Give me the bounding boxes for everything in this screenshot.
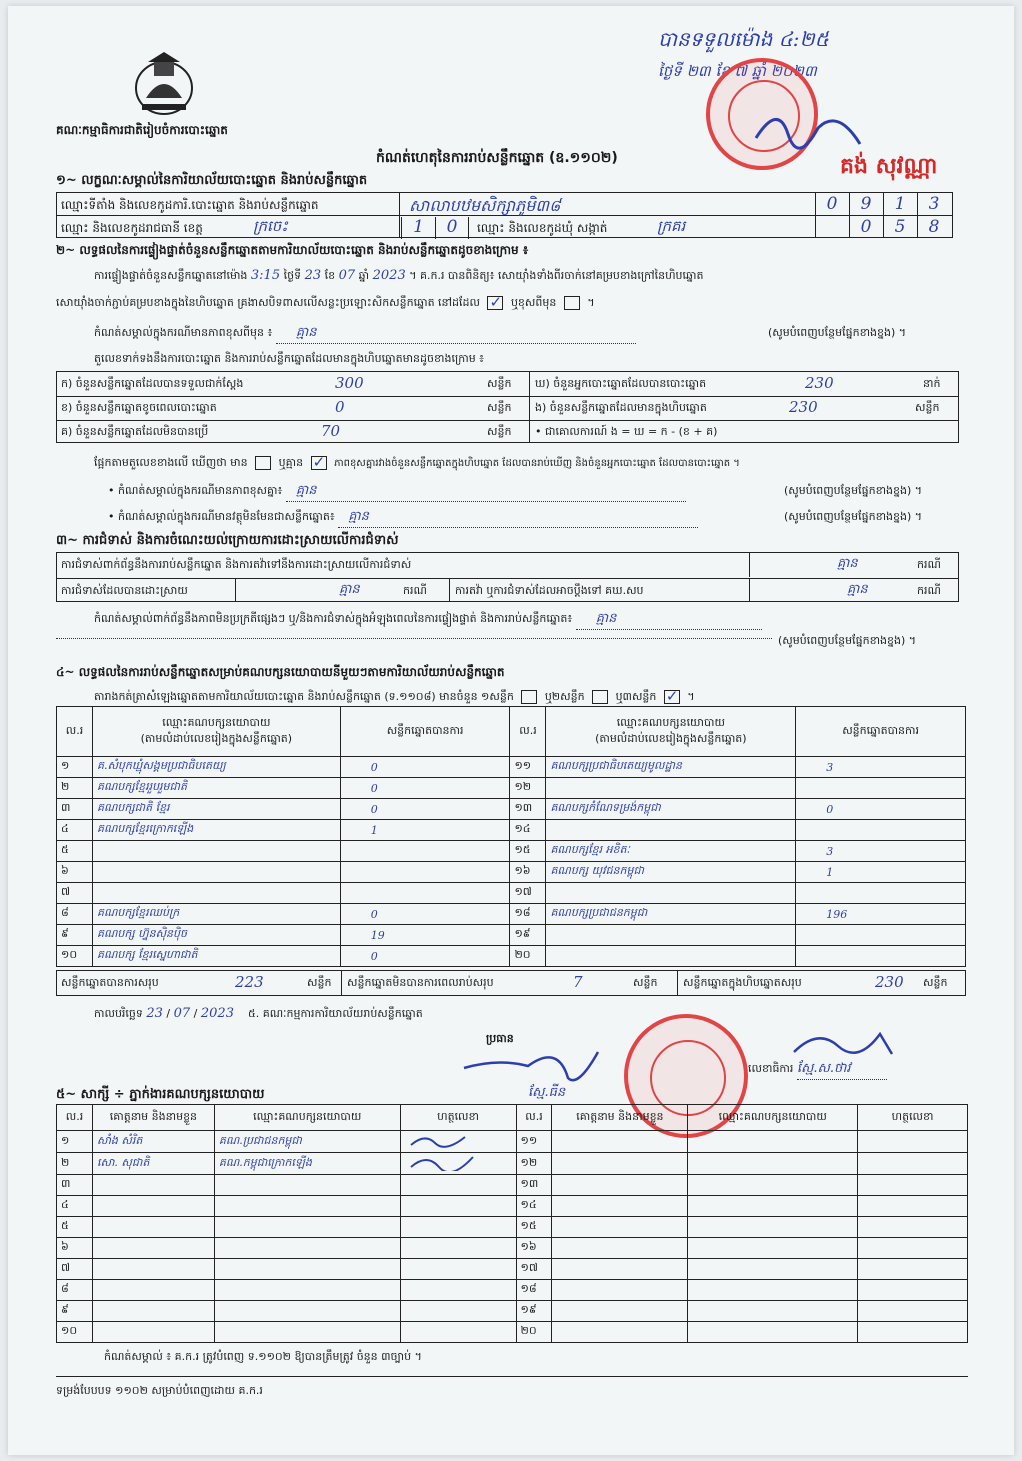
row-no: ៤ [57, 820, 93, 841]
objection-row2-unit: ករណី [403, 584, 427, 597]
party-votes [796, 925, 966, 946]
witness-name: សោ. សុជាតិ [92, 1153, 214, 1175]
sheet-3-label: ឬ៣សន្លឹក [615, 690, 657, 703]
party-votes: 0 [340, 904, 510, 925]
section2-heading: ២~ លទ្ធផលនៃការផ្ទៀងផ្ទាត់ចំនួនសន្លឹកឆ្នោតតាមការិយាល័យបោះឆ្នោត និងរាប់សន្លឹកឆ្នោតដូចខាងក្រោម ៖ [56, 243, 529, 257]
table-row [57, 1301, 968, 1322]
total-valid-value: 223 [235, 973, 264, 991]
sheet-count-line: តារាងកត់ត្រាសំឡេងឆ្នោតតាមការិយាល័យបោះឆ្នោត និងរាប់សន្លឹកឆ្នោត (ទ.១១០៨) មានចំនួន ១សន្លឹក ឬ២សន្លឹក ឬ៣សន្លឹក ✓ ។ [94, 690, 695, 706]
col-party-subtitle: (តាមលំដាប់លេខរៀងក្នុងសន្លឹកឆ្នោត) [595, 731, 747, 745]
table-row [57, 757, 966, 778]
row-no: ១៧ [510, 883, 546, 904]
table-row [57, 1322, 968, 1343]
verification-month: 07 [338, 268, 356, 283]
date-line: កាលបរិច្ឆេទ 23 / 07 / 2023 ៥. គណៈកម្មការការិយាល័យរាប់សន្លឹកឆ្នោត [94, 1006, 423, 1021]
verification-text-1: ការផ្ទៀងផ្ទាត់ចំនួនសន្លឹកឆ្នោតនៅម៉ោង [94, 269, 248, 282]
row-no: ៨ [57, 904, 93, 925]
w-row-no: ១៩ [516, 1301, 552, 1322]
table-row [57, 1217, 968, 1238]
objection-row2-value-b: គ្មាន [847, 582, 868, 597]
results-table [56, 706, 966, 967]
party-votes [796, 820, 966, 841]
commune-label: ឈ្មោះ និងលេខកូដឃុំ សង្កាត់ [477, 221, 608, 235]
col-party-title: ឈ្មោះគណបក្សនយោបាយ [616, 715, 725, 729]
party-votes: 0 [340, 946, 510, 967]
total-box-unit: សន្លឹក [923, 976, 948, 989]
w-row-no: ៧ [57, 1259, 93, 1280]
w-col-sign: ហត្ថលេខា [400, 1105, 516, 1131]
total-invalid-unit: សន្លឹក [633, 976, 658, 989]
party-votes [796, 778, 966, 799]
table-row [57, 1238, 968, 1259]
party-name: គណបក្ស ខ្មែរស្នេហាជាតិ [92, 946, 340, 967]
bullet-1-hint: (សូមបំពេញបន្ថែមផ្នែកខាងខ្នង) ។ [784, 484, 923, 497]
bullet-1-value: គ្មាន [286, 482, 686, 502]
witness-table [56, 1104, 968, 1343]
commune-code-digit: 8 [928, 217, 940, 237]
counts-table [56, 371, 959, 443]
chair-label: ប្រធាន [486, 1032, 514, 1045]
party-name: គណបក្ស យុវជនកម្ពុជា [546, 862, 796, 883]
w-col-party: ឈ្មោះគណបក្សនយោបាយ [688, 1105, 858, 1131]
count-a-value: 300 [335, 374, 364, 392]
table-row [57, 799, 966, 820]
row-no: ២០ [510, 946, 546, 967]
row-no: ៦ [57, 862, 93, 883]
table-row [57, 841, 966, 862]
row-no: ១៣ [510, 799, 546, 820]
party-name [546, 820, 796, 841]
location-code-digit: 9 [860, 194, 872, 214]
row-no: ១៨ [510, 904, 546, 925]
party-name [92, 841, 340, 862]
bullet-1-label: • កំណត់សម្គាល់ក្នុងករណីមានភាពខុសគ្នា៖ [108, 484, 283, 497]
objection-row2-unit-b: ករណី [917, 584, 941, 597]
w-row-no: ២ [57, 1153, 93, 1175]
bullet-2-hint: (សូមបំពេញបន្ថែមផ្នែកខាងខ្នង) ។ [784, 510, 923, 523]
witness-party: គណ.ប្រជាជនកម្ពុជា [214, 1131, 400, 1153]
date-day: 23 [146, 1006, 163, 1021]
org-name: គណៈកម្មាធិការជាតិរៀបចំការបោះឆ្នោត [56, 123, 228, 137]
witness-sign [400, 1153, 516, 1175]
row-no: ១១ [510, 757, 546, 778]
receipt-signature-icon [748, 98, 868, 158]
compare-explanation: ភាពខុសគ្នារវាងចំនួនសន្លឹកឆ្នោតក្នុងហិបឆ្នោត ដែលបានរាប់ឃើញ និងចំនួនអ្នកបោះឆ្នោត ដែលបានបោះឆ្នោត ។ [334, 458, 740, 469]
or-diff-label: ឬខុសពីមុន [510, 296, 557, 309]
count-c-value: 70 [321, 422, 341, 440]
province-code-digit: 1 [401, 217, 435, 239]
sheet-2-label: ឬ២សន្លឹក [544, 690, 585, 703]
row-no: ២ [57, 778, 93, 799]
party-name: គណបក្សខ្មែរក្រោកឡើង [92, 820, 340, 841]
witness-name: សាំង សំរិត [92, 1131, 214, 1153]
province-code-digit: 0 [435, 217, 469, 239]
col-party-right [546, 707, 796, 757]
count-intro: តួលេខទាក់ទងនឹងការបោះឆ្នោត និងការរាប់សន្លឹកឆ្នោតដែលមានក្នុងហិបឆ្នោតមានដូចខាងក្រោម ៖ [94, 352, 485, 365]
bullet-2-value: គ្មាន [338, 508, 698, 528]
totals-row [56, 970, 966, 996]
party-votes [796, 883, 966, 904]
form-code: ទម្រង់បែបបទ ១១០២ សម្រាប់បំពេញដោយ គ.ក.រ [56, 1384, 263, 1397]
verification-text-3: សោយ៉ាំងចាក់ភ្ជាប់គម្របខាងក្នុងនៃហិបឆ្នោត គ្រងាសបិទពាសលើសន្លះប្រឡោះសិកសន្លឹកឆ្នោត នៅដដែល [56, 296, 480, 309]
party-name [546, 778, 796, 799]
party-name: គណបក្សប្រជាធិបតេយ្យមូលដ្ឋាន [546, 757, 796, 778]
compare-line [94, 456, 740, 472]
date-label: កាលបរិច្ឆេទ [94, 1007, 143, 1020]
date-year: 2023 [200, 1006, 234, 1021]
w-col-name: គោត្តនាម និងនាមខ្លួន [92, 1105, 214, 1131]
row-no: ៣ [57, 799, 93, 820]
count-a-unit: សន្លឹក [487, 377, 512, 390]
party-name [546, 925, 796, 946]
section4-heading: ៤~ លទ្ធផលនៃការរាប់សន្លឹកឆ្នោតសម្រាប់គណបក្សនយោបាយនីមួយៗតាមការិយាល័យរាប់សន្លឹកឆ្នោត [56, 665, 505, 679]
verification-line-1 [94, 268, 704, 285]
table-row [57, 778, 966, 799]
col-party-title: ឈ្មោះគណបក្សនយោបាយ [162, 715, 271, 729]
no-diff-checkbox[interactable] [311, 456, 327, 470]
table-row [57, 1196, 968, 1217]
count-c-unit: សន្លឹក [487, 425, 512, 438]
count-e-unit: សន្លឹក [915, 401, 940, 414]
section3-heading: ៣~ ការជំទាស់ និងការចំណេះយល់ក្រោយការដោះស្រាយលើការជំទាស់ [56, 533, 399, 548]
party-votes: 19 [340, 925, 510, 946]
objection-row1-value: គ្មាន [837, 556, 858, 571]
row-no: ៧ [57, 883, 93, 904]
party-name: គណបក្សជាតិ ខ្មែរ [92, 799, 340, 820]
objection-row2-label: ការជំទាស់ដែលបានដោះស្រាយ [61, 584, 188, 597]
same-checkbox[interactable] [487, 296, 503, 310]
objection-table [56, 552, 959, 602]
row-no: ១៥ [510, 841, 546, 862]
count-c-label: គ) ចំនួនសន្លឹកឆ្នោតដែលមិនបានប្រើ [61, 425, 209, 438]
col-party-left [92, 707, 340, 757]
w-col-no: ល.រ [57, 1105, 93, 1131]
secretary-line [748, 1060, 887, 1080]
table-row [57, 925, 966, 946]
total-valid-label: សន្លឹកឆ្នោតបានការសរុប [61, 976, 159, 989]
total-valid-unit: សន្លឹក [307, 976, 332, 989]
sheet-3-checkbox[interactable] [664, 690, 680, 704]
w-col-name: គោត្តនាម និងនាមខ្លួន [552, 1105, 688, 1131]
w-row-no: ១៤ [516, 1196, 552, 1217]
party-name: គណបក្សខ្មែរ អខិតៈ [546, 841, 796, 862]
party-votes [796, 946, 966, 967]
w-col-party: ឈ្មោះគណបក្សនយោបាយ [214, 1105, 400, 1131]
witness-party: គណ.កម្ពុជាក្រោកឡើង [214, 1153, 400, 1175]
count-d-value: 230 [805, 374, 834, 392]
w-row-no: ៨ [57, 1280, 93, 1301]
table-row [57, 883, 966, 904]
footer-divider [56, 1376, 968, 1377]
w-row-no: ២០ [516, 1322, 552, 1343]
verification-time: 3:15 [250, 268, 281, 283]
table-row [57, 946, 966, 967]
party-name [546, 883, 796, 904]
col-no-left: ល.រ [57, 707, 93, 757]
count-b-value: 0 [335, 398, 345, 416]
bullet-2 [108, 508, 698, 528]
w-row-no: ៣ [57, 1175, 93, 1196]
total-invalid-label: សន្លឹកឆ្នោតមិនបានការពេលរាប់សរុប [347, 976, 494, 989]
secretary-label: លេខាធិការ [748, 1062, 794, 1075]
party-votes: 1 [796, 862, 966, 883]
table-row [57, 820, 966, 841]
bullet-1 [108, 482, 686, 502]
day-label: ថ្ងៃទី [283, 269, 302, 282]
w-row-no: ១៣ [516, 1175, 552, 1196]
party-votes: 3 [796, 841, 966, 862]
w-col-no: ល.រ [516, 1105, 552, 1131]
verification-day: 23 [304, 268, 322, 283]
committee-label: ៥. គណៈកម្មការការិយាល័យរាប់សន្លឹកឆ្នោត [247, 1007, 423, 1020]
sheet-count-text: តារាងកត់ត្រាសំឡេងឆ្នោតតាមការិយាល័យបោះឆ្នោត និងរាប់សន្លឹកឆ្នោត (ទ.១១០៨) មានចំនួន ១សន្លឹក [94, 690, 514, 703]
total-invalid-value: 7 [573, 973, 583, 991]
nec-emblem-icon [132, 50, 196, 118]
witness-signature-icon [405, 1131, 485, 1149]
w-row-no: ១២ [516, 1153, 552, 1175]
w-col-sign: ហត្ថលេខា [858, 1105, 968, 1131]
table-row [57, 862, 966, 883]
province-label: ឈ្មោះ និងលេខកូដរាជធានី ខេត្ត [61, 221, 203, 235]
sheet-1-checkbox[interactable] [521, 690, 537, 704]
w-row-no: ១ [57, 1131, 93, 1153]
location-value: សាលាបឋមសិក្សាភូមិ៣៨ [409, 196, 561, 215]
objection-note [94, 610, 762, 630]
remark-hint: (សូមបំពេញបន្ថែមផ្នែកខាងខ្នង) ។ [768, 326, 907, 339]
footer-note: កំណត់សម្គាល់ ៖ គ.ក.រ ត្រូវបំពេញ ទ.១១០២ ឱ្យបានត្រឹមត្រូវ ចំនួន ៣ច្បាប់ ។ [104, 1350, 422, 1363]
party-votes: 0 [340, 778, 510, 799]
table-row [57, 1175, 968, 1196]
w-row-no: ៦ [57, 1238, 93, 1259]
party-votes: 196 [796, 904, 966, 925]
party-name: គណបក្សខ្មែរឈប់ក្រ [92, 904, 340, 925]
table-row [57, 1280, 968, 1301]
year-label: ឆ្នាំ [358, 269, 370, 282]
w-row-no: ១៦ [516, 1238, 552, 1259]
objection-row1-label: ការជំទាស់ពាក់ព័ន្ធនឹងការរាប់សន្លឹកឆ្នោត និងការតវ៉ាទៅនឹងការដោះស្រាយលើការជំទាស់ [61, 558, 412, 571]
has-diff-checkbox[interactable] [255, 456, 271, 470]
total-box-label: សន្លឹកឆ្នោតក្នុងហិបឆ្នោតសរុប [683, 976, 802, 989]
row-no: ១៤ [510, 820, 546, 841]
section1-table [56, 192, 953, 238]
compare-text: ផ្អែកតាមតួលេខខាងលើ ឃើញថា មាន [94, 456, 248, 469]
party-votes [340, 883, 510, 904]
receipt-note: បានទទួលម៉ោង ៤:២៥ [658, 27, 829, 51]
receipt-note-2: ថ្ងៃទី ២៣ ខែ ៧ ឆ្នាំ ២០២៣ [658, 62, 817, 80]
party-votes: 0 [340, 757, 510, 778]
form-paper [8, 6, 1014, 1455]
party-name [92, 862, 340, 883]
party-name: គណបក្ស ហ្វ៊ុនស៊ិនប៉ិច [92, 925, 340, 946]
commune-value: ក្រគរ [657, 217, 686, 235]
section5-heading: ៥~ សាក្សី ÷ ភ្នាក់ងារគណបក្សនយោបាយ [56, 1087, 265, 1102]
table-row [57, 1259, 968, 1280]
count-e-label: ង) ចំនួនសន្លឹកឆ្នោតដែលមានក្នុងហិបឆ្នោត [535, 401, 707, 414]
table-row [57, 1153, 968, 1175]
w-row-no: ៤ [57, 1196, 93, 1217]
no-diff-label: ឬគ្មាន [278, 456, 304, 469]
section1-heading: ១~ លក្ខណៈសម្គាល់នៃការិយាល័យបោះឆ្នោត និងរាប់សន្លឹកឆ្នោត [56, 173, 368, 188]
date-month: 07 [173, 1006, 191, 1021]
count-d-label: ឃ) ចំនួនអ្នកបោះឆ្នោតដែលបានបោះឆ្នោត [535, 377, 707, 390]
count-b-label: ខ) ចំនួនសន្លឹកឆ្នោតខូចពេលបោះឆ្នោត [61, 401, 217, 414]
party-votes [340, 841, 510, 862]
count-formula: • ជាគោលការណ៍ ង = ឃ = ក - (ខ + គ) [535, 425, 718, 438]
col-votes-right: សន្លឹកឆ្នោតបានការ [796, 707, 966, 757]
row-no: ១៦ [510, 862, 546, 883]
count-a-label: ក) ចំនួនសន្លឹកឆ្នោតដែលបានទទួលជាក់ស្តែង [61, 377, 244, 390]
col-votes-left: សន្លឹកឆ្នោតបានការ [340, 707, 510, 757]
objection-note-hint: (សូមបំពេញបន្ថែមផ្នែកខាងខ្នង) ។ [778, 634, 917, 647]
total-box-value: 230 [875, 973, 904, 991]
province-value: ក្រចេះ [253, 217, 288, 235]
w-row-no: ១១ [516, 1131, 552, 1153]
party-votes: 1 [340, 820, 510, 841]
count-e-value: 230 [789, 398, 818, 416]
objection-row2-value: គ្មាន [339, 582, 360, 597]
row-no: ១២ [510, 778, 546, 799]
table-row [57, 904, 966, 925]
commune-code-digit: 5 [894, 217, 906, 237]
count-b-unit: សន្លឹក [487, 401, 512, 414]
row-no: ៥ [57, 841, 93, 862]
row-no: ១ [57, 757, 93, 778]
w-row-no: ៥ [57, 1217, 93, 1238]
w-row-no: ១០ [57, 1322, 93, 1343]
table-row [57, 1131, 968, 1153]
party-name: គណបក្សខ្មែររួបរួមជាតិ [92, 778, 340, 799]
party-votes [340, 862, 510, 883]
location-label: ឈ្មោះទីតាំង និងលេខកូដការិ.បោះឆ្នោត និងរាប់សន្លឹកឆ្នោត [61, 198, 319, 212]
location-code-digit: 1 [894, 194, 906, 214]
objection-note-label: កំណត់សម្គាល់ពាក់ព័ន្ធនឹងភាពមិនប្រក្រតីផ្សេងៗ ឬ/និងការជំទាស់ក្នុងអំឡុងពេលនៃការផ្ទៀងផ្ទាត់ និងការរាប់សន្លឹកឆ្នោត៖ [94, 612, 573, 625]
col-party-subtitle: (តាមលំដាប់លេខរៀងក្នុងសន្លឹកឆ្នោត) [140, 731, 293, 745]
count-d-unit: នាក់ [923, 377, 941, 390]
diff-checkbox[interactable] [564, 296, 580, 310]
form-title: កំណត់ហេតុនៃការរាប់សន្លឹកឆ្នោត (ឧ.១១០២) [376, 150, 618, 166]
witness-sign [400, 1131, 516, 1153]
secretary-name: ស្មែ.ស.ថាវ [797, 1060, 887, 1080]
verification-text-2: ។ គ.ក.រ បានពិនិត្យ៖ សោយ៉ាំងទាំងពីរចាក់នៅគម្របខាងក្រៅនៃហិបឆ្នោត [409, 269, 704, 282]
verification-year: 2023 [372, 268, 406, 283]
party-votes: 3 [796, 757, 966, 778]
w-row-no: ១៨ [516, 1280, 552, 1301]
secretary-signature-icon [788, 1024, 898, 1064]
receipt-signer: គង់ សុវណ្ណា [840, 154, 938, 179]
party-votes: 0 [796, 799, 966, 820]
remark-value: គ្មាន [276, 324, 636, 344]
party-name [546, 946, 796, 967]
w-row-no: ១៧ [516, 1259, 552, 1280]
sheet-2-checkbox[interactable] [592, 690, 608, 704]
w-row-no: ៩ [57, 1301, 93, 1322]
col-no-right: ល.រ [510, 707, 546, 757]
location-code-digit: 0 [826, 194, 838, 214]
commune-code-digit: 0 [860, 217, 872, 237]
dotted-line [56, 638, 772, 639]
remark-line [94, 324, 636, 344]
w-row-no: ១៥ [516, 1217, 552, 1238]
witness-signature-icon [405, 1153, 485, 1171]
bullet-2-label: • កំណត់សម្គាល់ក្នុងករណីមានវត្ថុមិនមែនជាសន្លឹកឆ្នោត៖ [108, 510, 335, 523]
location-code-digit: 3 [928, 194, 940, 214]
row-no: ១៩ [510, 925, 546, 946]
objection-note-value: គ្មាន [576, 610, 762, 630]
party-name [92, 883, 340, 904]
party-name: គណបក្សប្រជាជនកម្ពុជា [546, 904, 796, 925]
party-name: គណបក្សកំណែទម្រង់កម្ពុជា [546, 799, 796, 820]
party-votes: 0 [340, 799, 510, 820]
objection-row2-label-b: ការតវ៉ា ឬការជំទាស់ដែលអាចប្តឹងទៅ គឃ.សប [455, 584, 644, 597]
chair-name: ស្មែ.ធីន [528, 1085, 566, 1100]
party-name: គ.សំបុកឃ្មុំសង្គមប្រជាធិបតេយ្យ [92, 757, 340, 778]
row-no: ១០ [57, 946, 93, 967]
row-no: ៩ [57, 925, 93, 946]
remark-label: កំណត់សម្គាល់ក្នុងករណីមានភាពខុសពីមុន ៖ [94, 326, 273, 339]
verification-line-2: សោយ៉ាំងចាក់ភ្ជាប់គម្របខាងក្នុងនៃហិបឆ្នោត គ្រងាសបិទពាសលើសន្លះប្រឡោះសិកសន្លឹកឆ្នោត នៅដដែល ✓ ឬខុសពីមុន ។ [56, 296, 595, 312]
objection-row1-unit: ករណី [917, 558, 941, 571]
month-label: ខែ [324, 269, 336, 282]
